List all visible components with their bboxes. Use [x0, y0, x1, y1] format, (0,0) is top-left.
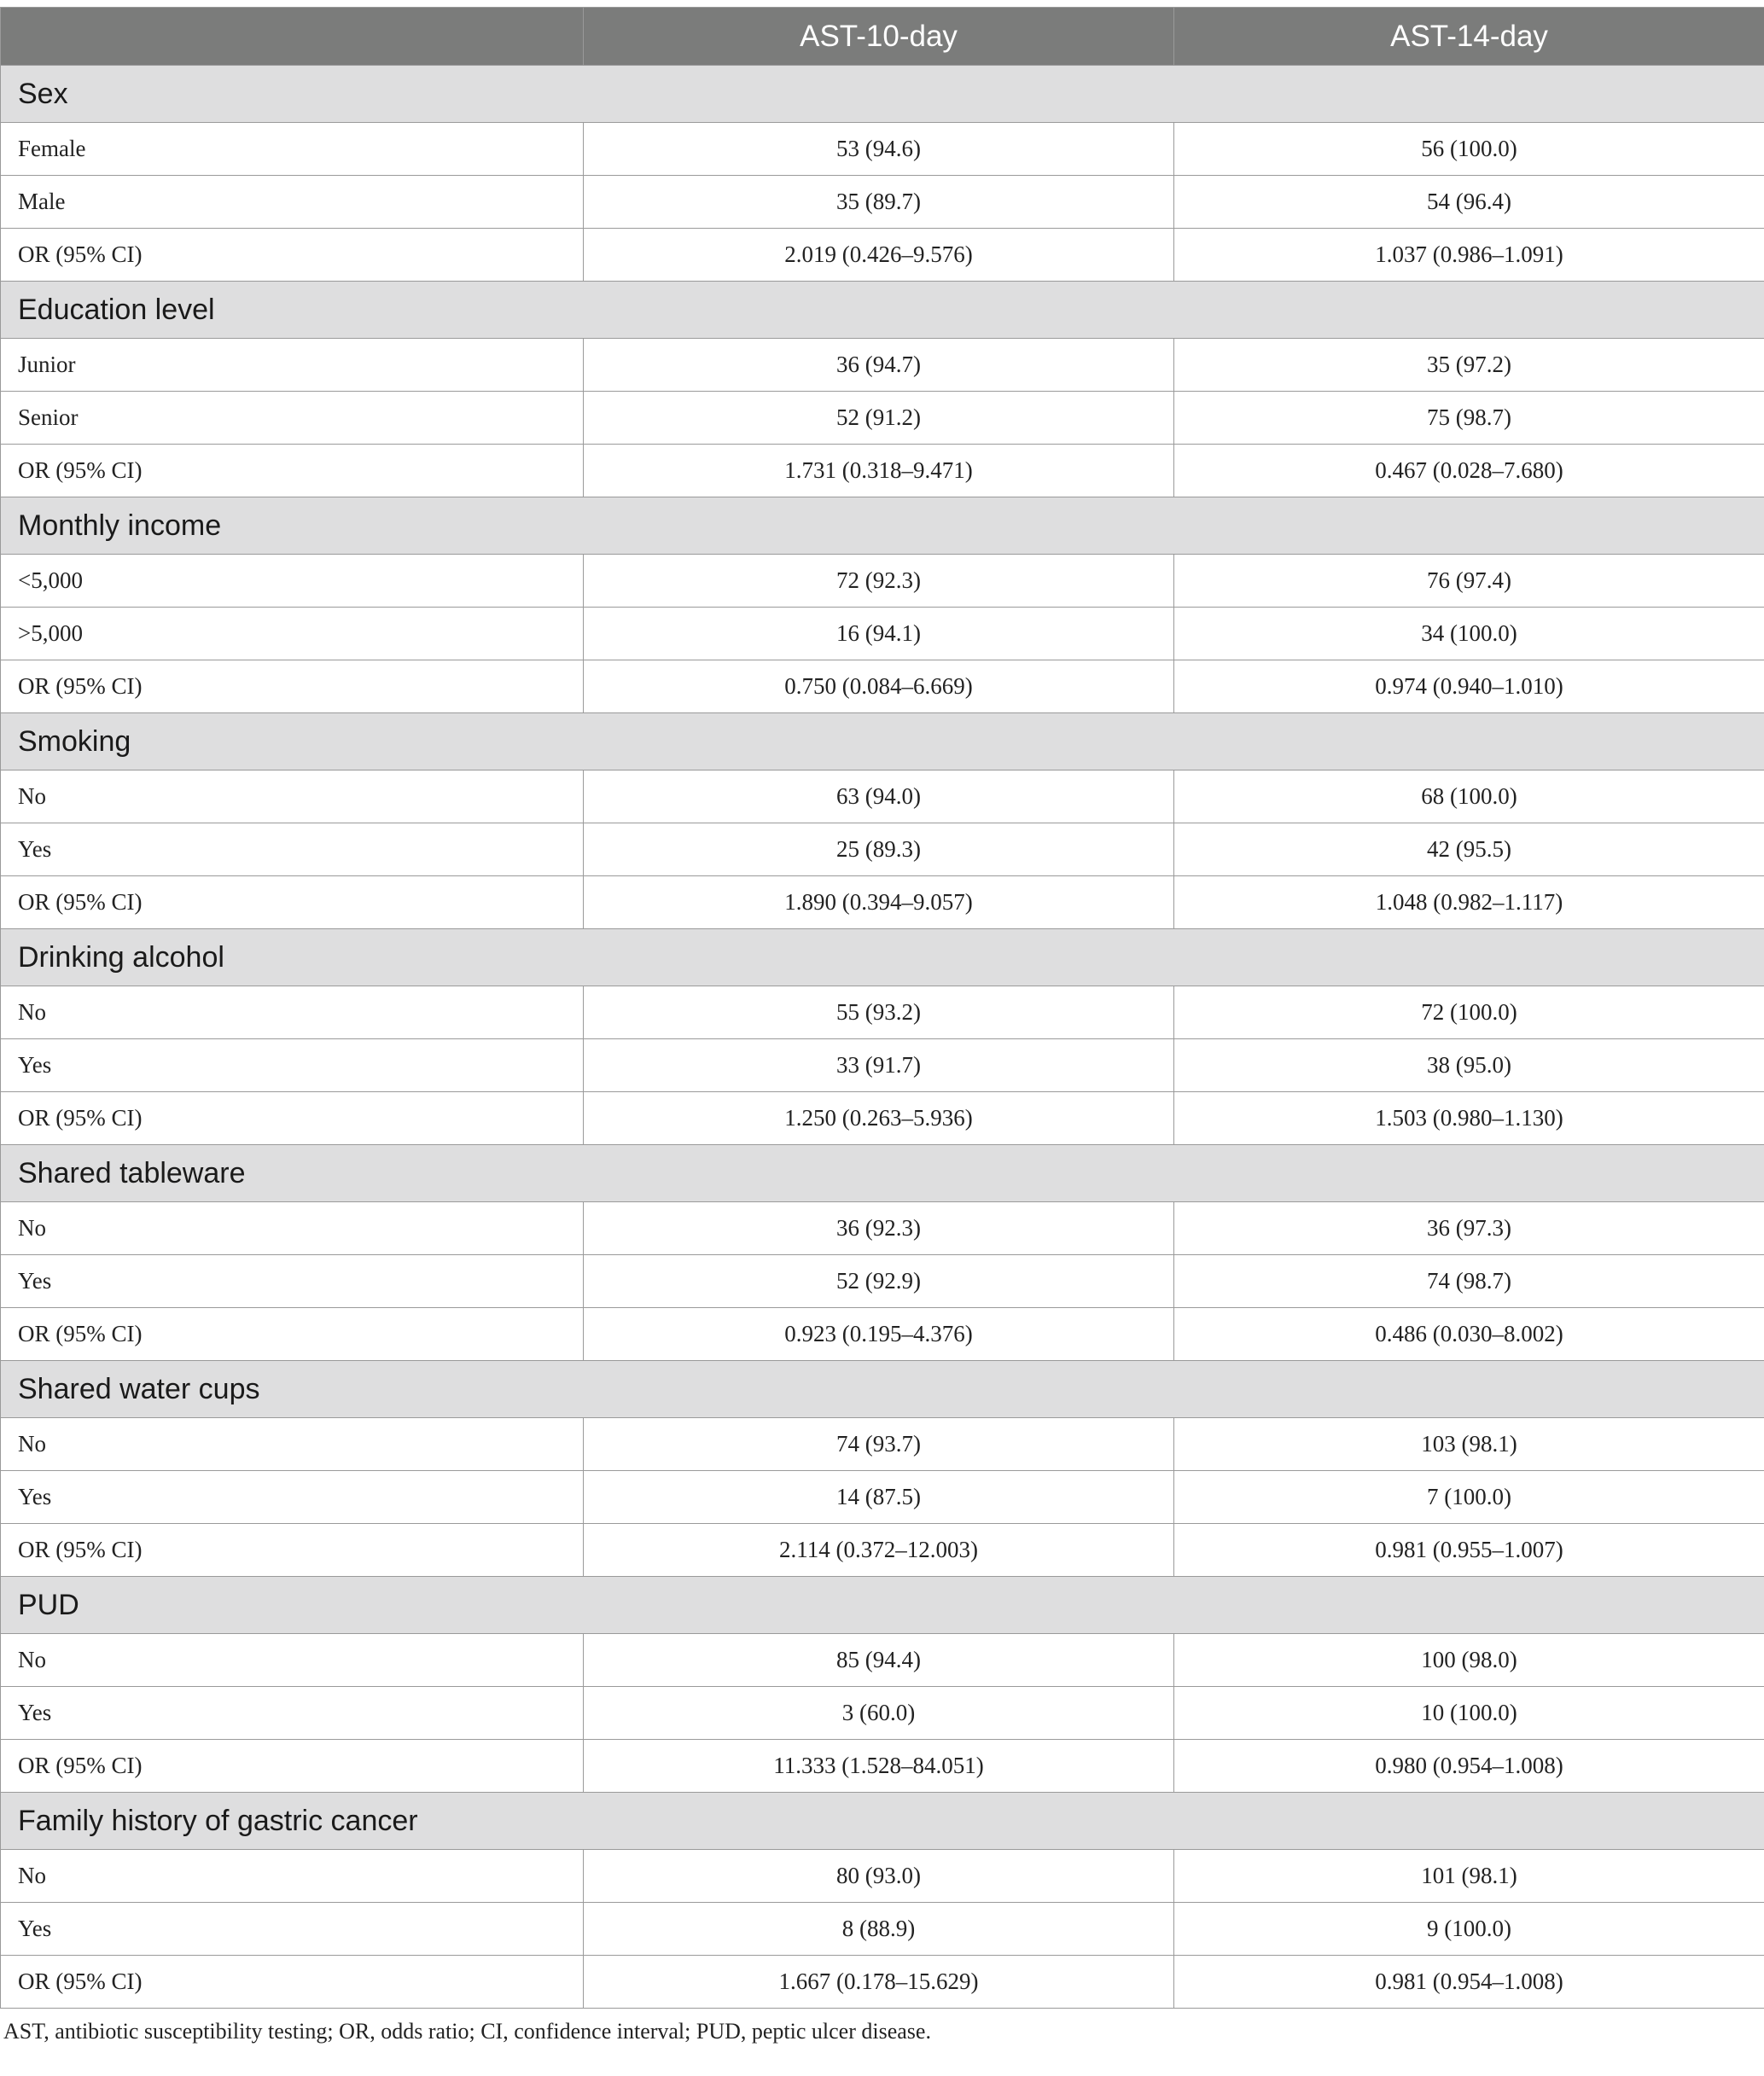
ast-14-day-cell: 0.486 (0.030–8.002) — [1174, 1308, 1764, 1361]
section-title: Smoking — [1, 713, 1764, 771]
ast-10-day-cell: 35 (89.7) — [584, 176, 1174, 229]
section-title: Shared tableware — [1, 1145, 1764, 1202]
section-title: Family history of gastric cancer — [1, 1793, 1764, 1850]
table-row — [1, 1039, 1764, 1092]
ast-14-day-cell: 42 (95.5) — [1174, 823, 1764, 876]
ast-14-day-cell: 76 (97.4) — [1174, 555, 1764, 608]
row-label-cell: No — [1, 1850, 584, 1903]
ast-10-day-cell: 8 (88.9) — [584, 1903, 1174, 1956]
ast-10-day-cell: 33 (91.7) — [584, 1039, 1174, 1092]
section-header-row — [1, 1145, 1764, 1202]
section-title: Education level — [1, 282, 1764, 339]
ast-10-day-cell: 52 (91.2) — [584, 392, 1174, 445]
section-header-row — [1, 1577, 1764, 1634]
ast-10-day-cell: 55 (93.2) — [584, 986, 1174, 1039]
ast-14-day-cell: 0.980 (0.954–1.008) — [1174, 1740, 1764, 1793]
ast-10-day-cell: 74 (93.7) — [584, 1418, 1174, 1471]
table-row — [1, 1092, 1764, 1145]
section-title: Drinking alcohol — [1, 929, 1764, 986]
table-row — [1, 1687, 1764, 1740]
ast-10-day-cell: 16 (94.1) — [584, 608, 1174, 660]
ast-14-day-cell: 10 (100.0) — [1174, 1687, 1764, 1740]
ast-14-day-cell: 35 (97.2) — [1174, 339, 1764, 392]
ast-10-day-cell: 53 (94.6) — [584, 123, 1174, 176]
row-label-cell: >5,000 — [1, 608, 584, 660]
section-title: PUD — [1, 1577, 1764, 1634]
table-row — [1, 1740, 1764, 1793]
row-label-cell: No — [1, 986, 584, 1039]
table-row — [1, 1634, 1764, 1687]
table-row — [1, 1524, 1764, 1577]
row-label-cell: OR (95% CI) — [1, 1956, 584, 2009]
table-footnote: AST, antibiotic susceptibility testing; OR, odds ratio; CI, confidence interval; PUD, peptic ulcer disease. — [3, 2019, 931, 2044]
ast-14-day-cell: 100 (98.0) — [1174, 1634, 1764, 1687]
table-row — [1, 608, 1764, 660]
ast-10-day-cell: 1.890 (0.394–9.057) — [584, 876, 1174, 929]
row-label-cell: OR (95% CI) — [1, 445, 584, 497]
table-container — [0, 7, 1764, 2044]
row-label-cell: OR (95% CI) — [1, 1524, 584, 1577]
results-table — [0, 7, 1764, 2009]
row-label-cell: Yes — [1, 823, 584, 876]
table-row — [1, 1850, 1764, 1903]
table-body — [1, 66, 1764, 2009]
section-title: Shared water cups — [1, 1361, 1764, 1418]
section-header-row — [1, 66, 1764, 123]
row-label-cell: Yes — [1, 1687, 584, 1740]
ast-10-day-cell: 80 (93.0) — [584, 1850, 1174, 1903]
ast-10-day-cell: 52 (92.9) — [584, 1255, 1174, 1308]
ast-10-day-cell: 0.923 (0.195–4.376) — [584, 1308, 1174, 1361]
ast-10-day-cell: 1.667 (0.178–15.629) — [584, 1956, 1174, 2009]
ast-14-day-cell: 0.981 (0.955–1.007) — [1174, 1524, 1764, 1577]
ast-14-day-cell: 0.467 (0.028–7.680) — [1174, 445, 1764, 497]
ast-10-day-cell: 63 (94.0) — [584, 771, 1174, 823]
section-header-row — [1, 497, 1764, 555]
row-label-cell: Female — [1, 123, 584, 176]
ast-10-day-cell: 36 (92.3) — [584, 1202, 1174, 1255]
section-header-row — [1, 713, 1764, 771]
table-row — [1, 555, 1764, 608]
row-label-cell: Junior — [1, 339, 584, 392]
ast-10-day-cell: 1.250 (0.263–5.936) — [584, 1092, 1174, 1145]
ast-10-day-cell: 25 (89.3) — [584, 823, 1174, 876]
row-label-cell: Yes — [1, 1039, 584, 1092]
header-cell-ast-14-day: AST-14-day — [1174, 8, 1764, 66]
section-title: Sex — [1, 66, 1764, 123]
ast-10-day-cell: 11.333 (1.528–84.051) — [584, 1740, 1174, 1793]
ast-10-day-cell: 0.750 (0.084–6.669) — [584, 660, 1174, 713]
ast-14-day-cell: 7 (100.0) — [1174, 1471, 1764, 1524]
ast-14-day-cell: 101 (98.1) — [1174, 1850, 1764, 1903]
section-header-row — [1, 929, 1764, 986]
ast-14-day-cell: 1.048 (0.982–1.117) — [1174, 876, 1764, 929]
ast-14-day-cell: 0.974 (0.940–1.010) — [1174, 660, 1764, 713]
row-label-cell: No — [1, 771, 584, 823]
row-label-cell: OR (95% CI) — [1, 1092, 584, 1145]
table-row — [1, 823, 1764, 876]
row-label-cell: No — [1, 1202, 584, 1255]
ast-10-day-cell: 72 (92.3) — [584, 555, 1174, 608]
table-header-row — [1, 8, 1764, 66]
table-row — [1, 1903, 1764, 1956]
ast-14-day-cell: 74 (98.7) — [1174, 1255, 1764, 1308]
table-row — [1, 986, 1764, 1039]
ast-14-day-cell: 72 (100.0) — [1174, 986, 1764, 1039]
table-row — [1, 123, 1764, 176]
row-label-cell: OR (95% CI) — [1, 876, 584, 929]
ast-14-day-cell: 103 (98.1) — [1174, 1418, 1764, 1471]
table-row — [1, 392, 1764, 445]
ast-14-day-cell: 1.037 (0.986–1.091) — [1174, 229, 1764, 282]
header-cell-label — [1, 8, 584, 66]
section-title: Monthly income — [1, 497, 1764, 555]
ast-14-day-cell: 54 (96.4) — [1174, 176, 1764, 229]
ast-10-day-cell: 85 (94.4) — [584, 1634, 1174, 1687]
ast-10-day-cell: 2.019 (0.426–9.576) — [584, 229, 1174, 282]
ast-10-day-cell: 14 (87.5) — [584, 1471, 1174, 1524]
section-header-row — [1, 282, 1764, 339]
table-row — [1, 771, 1764, 823]
ast-14-day-cell: 1.503 (0.980–1.130) — [1174, 1092, 1764, 1145]
row-label-cell: <5,000 — [1, 555, 584, 608]
table-row — [1, 339, 1764, 392]
ast-10-day-cell: 2.114 (0.372–12.003) — [584, 1524, 1174, 1577]
table-row — [1, 1956, 1764, 2009]
table-row — [1, 660, 1764, 713]
table-row — [1, 1255, 1764, 1308]
ast-14-day-cell: 34 (100.0) — [1174, 608, 1764, 660]
ast-14-day-cell: 38 (95.0) — [1174, 1039, 1764, 1092]
ast-14-day-cell: 68 (100.0) — [1174, 771, 1764, 823]
row-label-cell: Yes — [1, 1903, 584, 1956]
table-row — [1, 445, 1764, 497]
table-row — [1, 1308, 1764, 1361]
table-row — [1, 876, 1764, 929]
ast-14-day-cell: 56 (100.0) — [1174, 123, 1764, 176]
table-row — [1, 1418, 1764, 1471]
table-row — [1, 229, 1764, 282]
row-label-cell: OR (95% CI) — [1, 1740, 584, 1793]
row-label-cell: Senior — [1, 392, 584, 445]
section-header-row — [1, 1361, 1764, 1418]
ast-10-day-cell: 36 (94.7) — [584, 339, 1174, 392]
ast-14-day-cell: 0.981 (0.954–1.008) — [1174, 1956, 1764, 2009]
ast-14-day-cell: 36 (97.3) — [1174, 1202, 1764, 1255]
ast-14-day-cell: 75 (98.7) — [1174, 392, 1764, 445]
ast-14-day-cell: 9 (100.0) — [1174, 1903, 1764, 1956]
row-label-cell: OR (95% CI) — [1, 660, 584, 713]
table-row — [1, 176, 1764, 229]
row-label-cell: OR (95% CI) — [1, 1308, 584, 1361]
ast-10-day-cell: 1.731 (0.318–9.471) — [584, 445, 1174, 497]
row-label-cell: No — [1, 1418, 584, 1471]
ast-10-day-cell: 3 (60.0) — [584, 1687, 1174, 1740]
row-label-cell: Yes — [1, 1255, 584, 1308]
row-label-cell: Male — [1, 176, 584, 229]
header-cell-ast-10-day: AST-10-day — [584, 8, 1174, 66]
section-header-row — [1, 1793, 1764, 1850]
row-label-cell: OR (95% CI) — [1, 229, 584, 282]
table-row — [1, 1471, 1764, 1524]
table-row — [1, 1202, 1764, 1255]
row-label-cell: Yes — [1, 1471, 584, 1524]
row-label-cell: No — [1, 1634, 584, 1687]
